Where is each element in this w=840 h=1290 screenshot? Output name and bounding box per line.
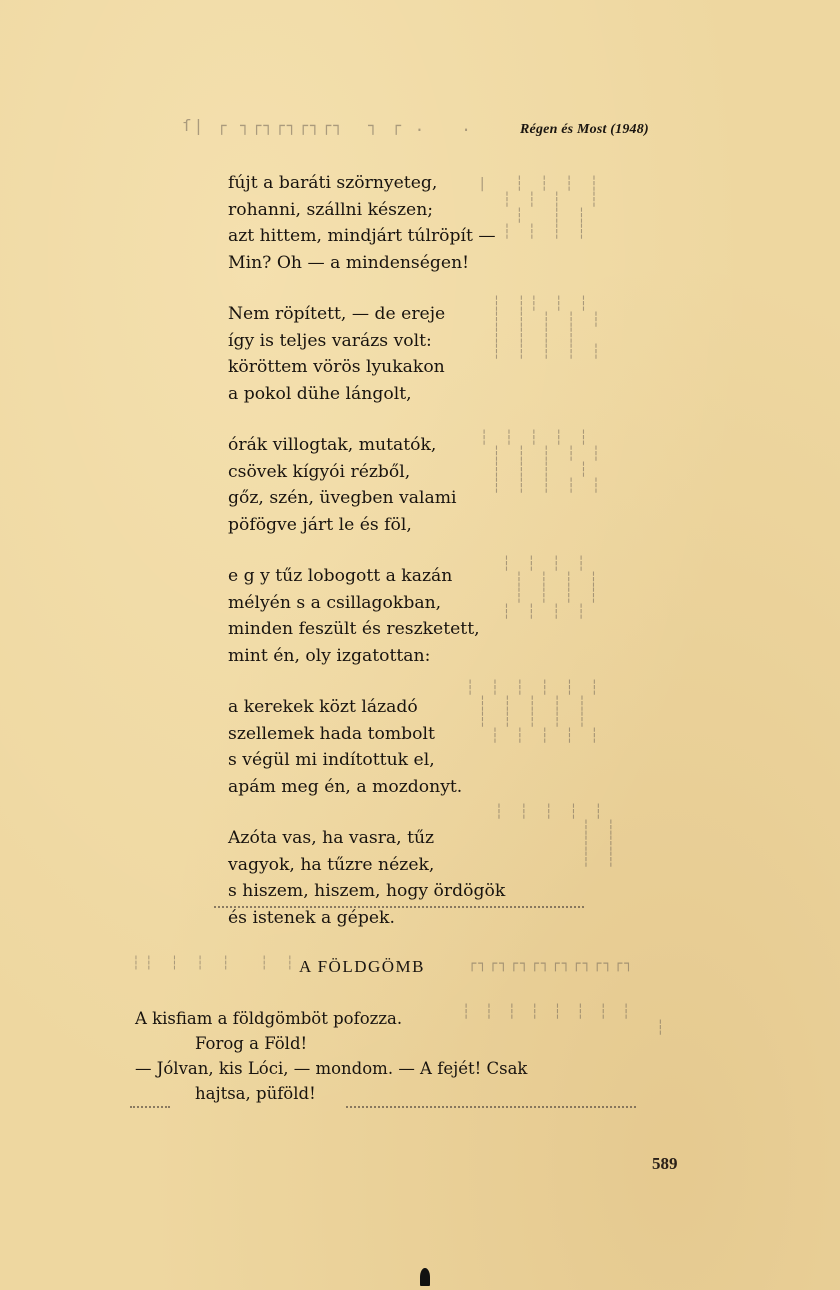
ink-smudge bbox=[420, 1268, 430, 1286]
poem-line: csövek kígyói rézből, bbox=[228, 461, 411, 482]
poem-line: Min? Oh — a mindenségen! bbox=[228, 252, 470, 273]
section-text bbox=[135, 1006, 605, 1106]
poem-line: fújt a baráti szörnyeteg, bbox=[228, 173, 438, 193]
poem-line: azt hittem, mindjárt túlröpít — bbox=[228, 226, 496, 246]
stanza bbox=[228, 301, 528, 407]
stanza bbox=[228, 825, 528, 931]
poem-line: órák villogtak, mutatók, bbox=[228, 435, 437, 455]
poem-line: köröttem vörös lyukakon bbox=[228, 357, 445, 377]
bleed-through-marks: ┆ ┆ ┆ ┆ ┆ ┆ ┆ ┆ ┆ bbox=[462, 1004, 668, 1036]
bleed-through-marks: ┆ ┆┆ ┆ ┆ ┆ ┆ ┆ ┆ ┆ ┆ ┆ ┆ ┆ ┆ ┆ ┆ ┆ ┆ bbox=[492, 296, 605, 360]
poem-line: így is teljes varázs volt: bbox=[228, 330, 432, 351]
bleed-through-dotted-line bbox=[346, 1106, 636, 1108]
poem-line: Azóta vas, ha vasra, tűz bbox=[228, 828, 435, 848]
stanza bbox=[228, 432, 528, 538]
poem-line: apám meg én, a mozdonyt. bbox=[228, 776, 463, 797]
text-line: A kisfiam a földgömböt pofozza. bbox=[135, 1009, 403, 1028]
bleed-through-marks: ┆┆ ┆ ┆ ┆ ┆ ┆ bbox=[132, 956, 299, 971]
poem-line: a pokol dühe lángolt, bbox=[228, 383, 412, 404]
poem-line: pöfögve járt le és föl, bbox=[228, 514, 412, 535]
poem-line: minden feszült és reszketett, bbox=[228, 619, 480, 639]
text-line: Forog a Föld! bbox=[195, 1034, 308, 1053]
bleed-through-marks: | ┆ ┆ ┆ ┆ ┆ ┆ ┆ ┆ ┆ ┆ ┆ ┆ ┆ ┆ ┆ bbox=[478, 176, 603, 240]
stanza bbox=[228, 170, 528, 276]
running-header: Régen és Most (1948) bbox=[520, 122, 649, 137]
poem-line: Nem röpített, — de ereje bbox=[228, 304, 446, 324]
bleed-through-marks: ┆ ┆ ┆ ┆ ┆ ┆ ┆ ┆ ┆ ┆ ┆ bbox=[494, 804, 620, 868]
bleed-through-marks: ┆ ┆ ┆ ┆ ┆ ┆ ┆ ┆ ┆ ┆ ┆ ┆ ┆ ┆ ┆ ┆ ┆ ┆ ┆ bbox=[480, 430, 605, 494]
poem bbox=[228, 170, 528, 956]
page-number: 589 bbox=[652, 1154, 678, 1173]
poem-line: mint én, oly izgatottan: bbox=[228, 645, 431, 666]
poem-line: s hiszem, hiszem, hogy ördögök bbox=[228, 881, 506, 901]
bleed-through-marks: ſ| ┌ ┐┌┐┌┐┌┐┌┐ ┐ ┌ . . bbox=[182, 116, 473, 135]
text-line: — Jólvan, kis Lóci, — mondom. — A fejét! Csak bbox=[135, 1059, 528, 1078]
poem-line: s végül mi indítottuk el, bbox=[228, 750, 435, 770]
poem-line: szellemek hada tombolt bbox=[228, 723, 435, 744]
bleed-through-marks: ┆ ┆ ┆ ┆ ┆ ┆ ┆ ┆ ┆ ┆ ┆ ┆ ┆ ┆ ┆ ┆ bbox=[502, 556, 602, 620]
poem-line: gőz, szén, üvegben valami bbox=[228, 488, 457, 508]
bleed-through-marks: ┆ ┆ ┆ ┆ ┆ ┆ ┆ ┆ ┆ ┆ ┆ ┆ ┆ ┆ ┆ ┆ ┆ ┆ ┆ ┆ ┆ bbox=[466, 680, 603, 744]
poem-line: e g y tűz lobogott a kazán bbox=[228, 566, 453, 586]
poem-line: és istenek a gépek. bbox=[228, 907, 395, 928]
section-title: A FÖLDGÖMB bbox=[299, 957, 425, 976]
bleed-through-marks: ┌┐┌┐┌┐┌┐┌┐┌┐┌┐┌┐ bbox=[468, 956, 635, 972]
poem-line: rohanni, szállni készen; bbox=[228, 199, 434, 220]
poem-line: a kerekek közt lázadó bbox=[228, 697, 418, 717]
poem-line: vagyok, ha tűzre nézek, bbox=[228, 854, 435, 875]
stanza bbox=[228, 694, 528, 800]
text-line: hajtsa, püföld! bbox=[195, 1084, 316, 1103]
poem-line: mélyén s a csillagokban, bbox=[228, 592, 442, 613]
stanza bbox=[228, 563, 528, 669]
bleed-through-dotted-line bbox=[130, 1106, 170, 1108]
